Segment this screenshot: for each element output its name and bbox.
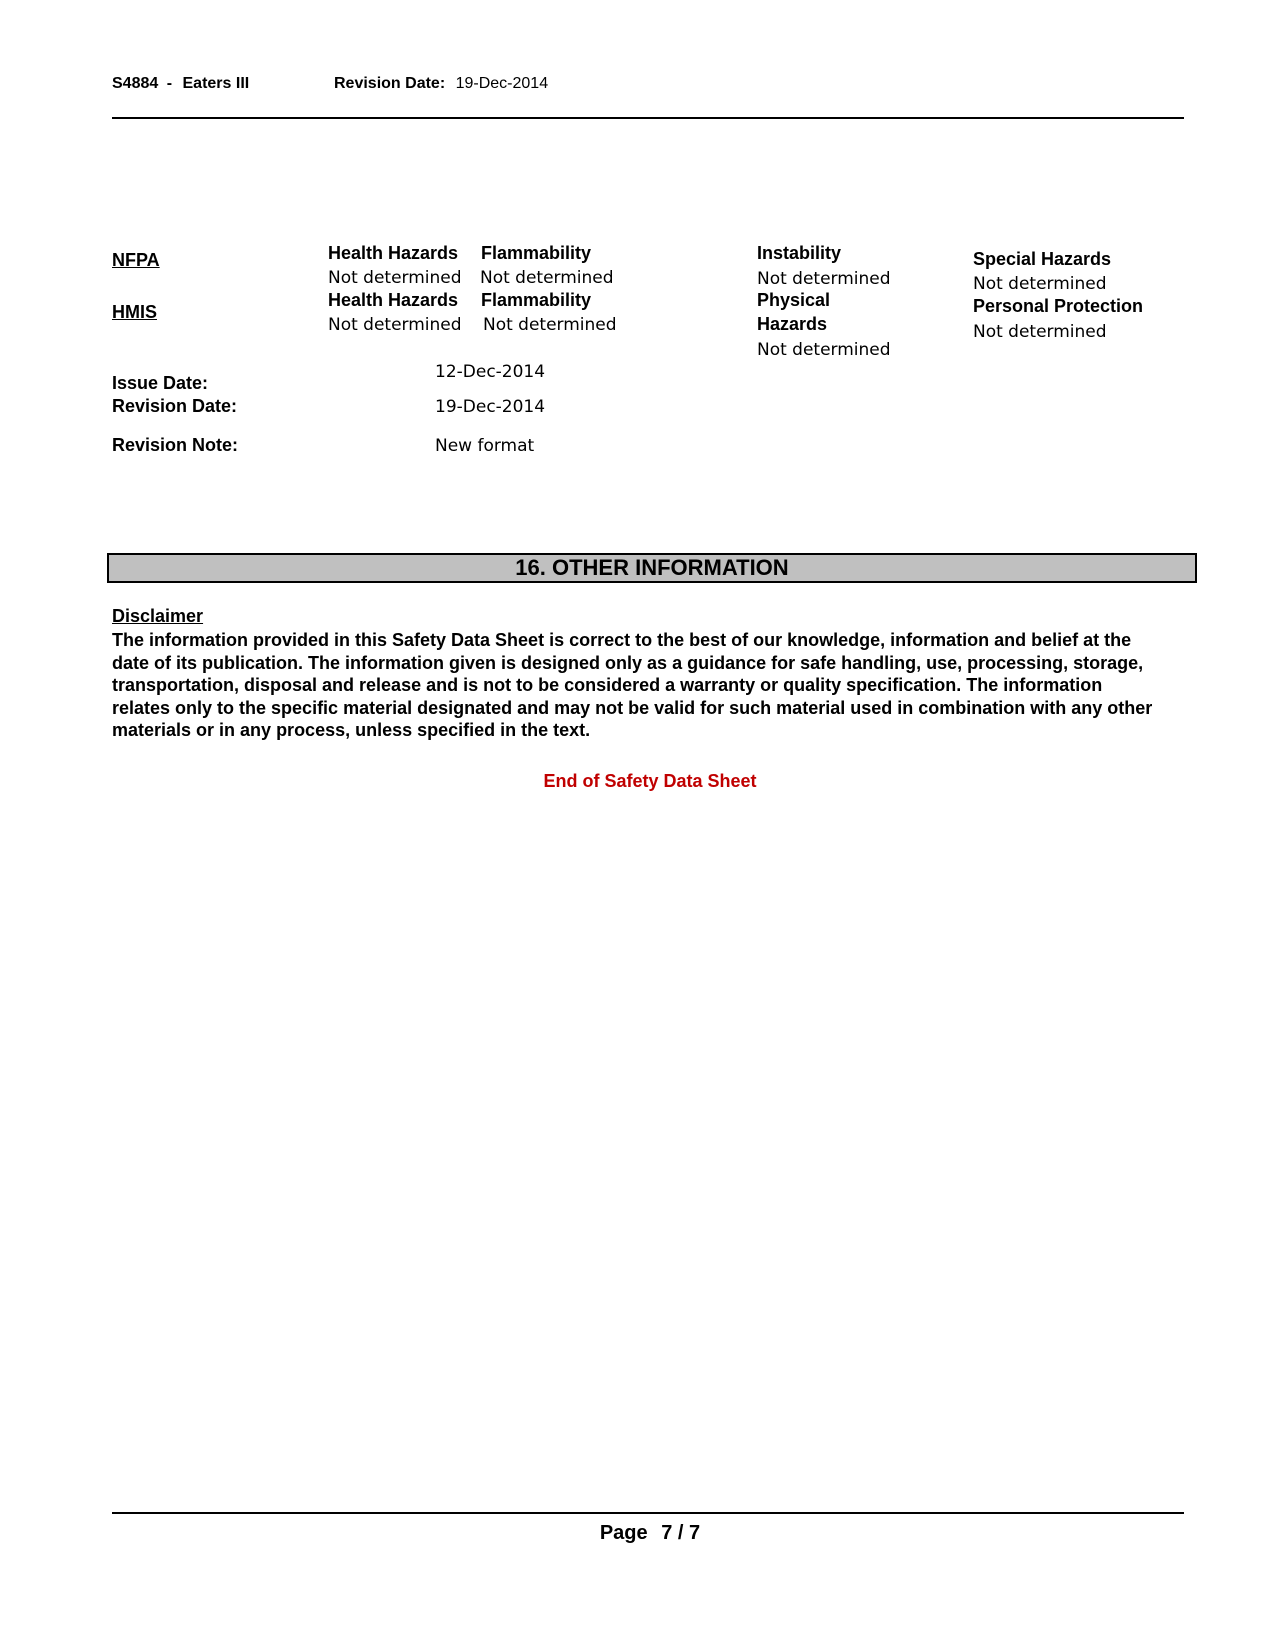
hmis-flammability-label: Flammability [481, 290, 592, 310]
nfpa-health-value: Not determined [328, 268, 462, 288]
hmis-health-label: Health Hazards [328, 290, 459, 310]
disclaimer-line: relates only to the specific material designated and may not be valid for such material used in combination with any other [112, 697, 1153, 718]
revision-note-label: Revision Note: [112, 435, 239, 455]
hmis-protection-label: Personal Protection [973, 296, 1144, 316]
nfpa-instability-label: Instability [757, 243, 842, 263]
disclaimer-line: The information provided in this Safety Data Sheet is correct to the best of our knowledge, information and belief at the [112, 630, 1132, 650]
nfpa-flammability-label: Flammability [481, 243, 592, 263]
hmis-health-value: Not determined [328, 315, 462, 335]
issue-date-label: Issue Date: [112, 373, 209, 393]
footer-rule [112, 1512, 1184, 1514]
disclaimer-body [112, 629, 1202, 742]
header-rule [112, 117, 1184, 119]
revision-date-label: Revision Date: [112, 396, 238, 416]
end-of-sheet-text: End of Safety Data Sheet [543, 771, 757, 791]
nfpa-special-label: Special Hazards [973, 249, 1112, 269]
nfpa-special-value: Not determined [973, 274, 1107, 294]
disclaimer-line: transportation, disposal and release and is not to be considered a warranty or quality specification. The information [112, 675, 1103, 695]
nfpa-label: NFPA [112, 250, 160, 270]
nfpa-health-label: Health Hazards [328, 243, 459, 263]
hmis-label: HMIS [112, 302, 157, 322]
page-number: Page 7 / 7 [599, 1522, 701, 1544]
nfpa-instability-value: Not determined [757, 269, 891, 289]
hmis-physical-label-1: Physical [757, 290, 831, 310]
section-16-header: 16. OTHER INFORMATION [107, 553, 1197, 583]
header-revision: Revision Date: 19-Dec-2014 [334, 75, 549, 92]
product-code: S4884 - Eaters III [112, 75, 250, 92]
nfpa-flammability-value: Not determined [480, 268, 614, 288]
disclaimer-line: materials or in any process, unless specified in the text. [112, 720, 591, 740]
hmis-protection-value: Not determined [973, 322, 1107, 342]
hmis-flammability-value: Not determined [483, 315, 617, 335]
disclaimer-line: date of its publication. The information given is designed only as a guidance for safe handling, use, processing, storage, [112, 652, 1144, 673]
disclaimer-title: Disclaimer [112, 606, 204, 626]
hmis-physical-label-2: Hazards [757, 314, 828, 334]
hmis-physical-value: Not determined [757, 340, 891, 360]
revision-date-value: 19-Dec-2014 [435, 397, 546, 417]
revision-note-value: New format [435, 436, 535, 456]
issue-date-value: 12-Dec-2014 [435, 362, 546, 382]
